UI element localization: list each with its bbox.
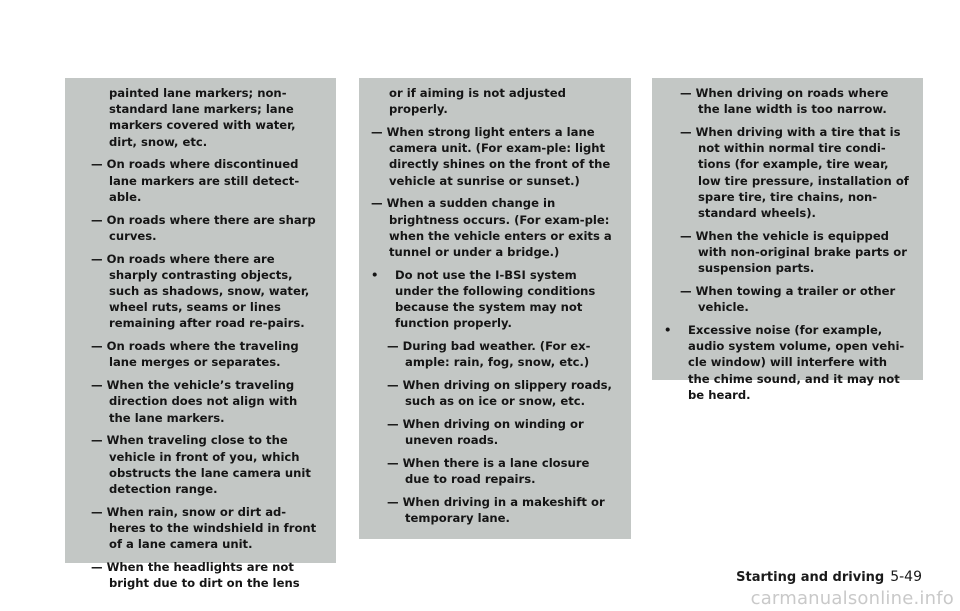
list-item: — When strong light enters a lane camera unit. (For exam-ple: light directly shines on the front of the vehicle at sunrise or sunset.) [371,125,611,188]
list-item: — When a sudden change in brightness occurs. (For exam-ple: when the vehicle enters or exits a tunnel or under a bridge.) [371,196,612,260]
list-item: — When there is a lane closure due to road repairs. [387,456,590,487]
list-item: — When driving with a tire that is not within normal tire condi-tions (for example, tire wear, low tire pressure, installation of spare tire, tire chains, non-standard wheels). [680,125,909,221]
list-item: — On roads where discontinued lane markers are still detect-able. [91,157,300,204]
text-column-2 [359,78,631,539]
list-item: — When the headlights are not bright due to dirt on the lens [91,560,300,591]
list-item: — When driving in a makeshift or temporary lane. [387,495,605,526]
list-item: — When towing a trailer or other vehicle. [680,284,896,315]
list-item: — During bad weather. (For ex-ample: rain, fog, snow, etc.) [387,339,591,370]
list-item: — On roads where there are sharp curves. [91,212,316,243]
list-item: — When driving on winding or uneven roads. [387,417,584,448]
bullet-item: • Do not use the I-BSI system under the following conditions because the system may not function properly. [371,267,617,332]
list-item: — When traveling close to the vehicle in front of you, which obstructs the lane camera unit detection range. [91,433,311,497]
list-item: — When the vehicle is equipped with non-original brake parts or suspension parts. [680,228,907,276]
list-item: — On roads where the traveling lane merges or separates. [91,339,299,370]
text-column-1 [65,78,336,591]
list-item: — When driving on roads where the lane width is too narrow. [680,86,889,117]
list-item: — When the vehicle’s traveling direction does not align with the lane markers. [91,378,298,425]
list-item: — When driving on slippery roads, such as on ice or snow, etc. [387,378,612,409]
text-column-3 [652,78,923,402]
page-footer [736,569,922,585]
watermark-text: carmanualsonline.info [750,588,954,609]
page-number: 5-49 [890,569,922,585]
list-item: or if aiming is not adjusted properly. [389,86,566,117]
bullet-item: • Excessive noise (for example, audio system volume, open vehi-cle window) will interfere with the chime sound, and it may not be heard. [664,322,909,403]
section-title: Starting and driving [736,570,885,585]
list-item: — On roads where there are sharply contrasting objects, such as shadows, snow, water, wheel ruts, seams or lines remaining after road re-pairs. [91,251,310,331]
list-item: painted lane markers; non-standard lane markers; lane markers covered with water, dirt, snow, etc. [109,86,296,149]
list-item: — When rain, snow or dirt ad-heres to the windshield in front of a lane camera unit. [91,504,317,552]
